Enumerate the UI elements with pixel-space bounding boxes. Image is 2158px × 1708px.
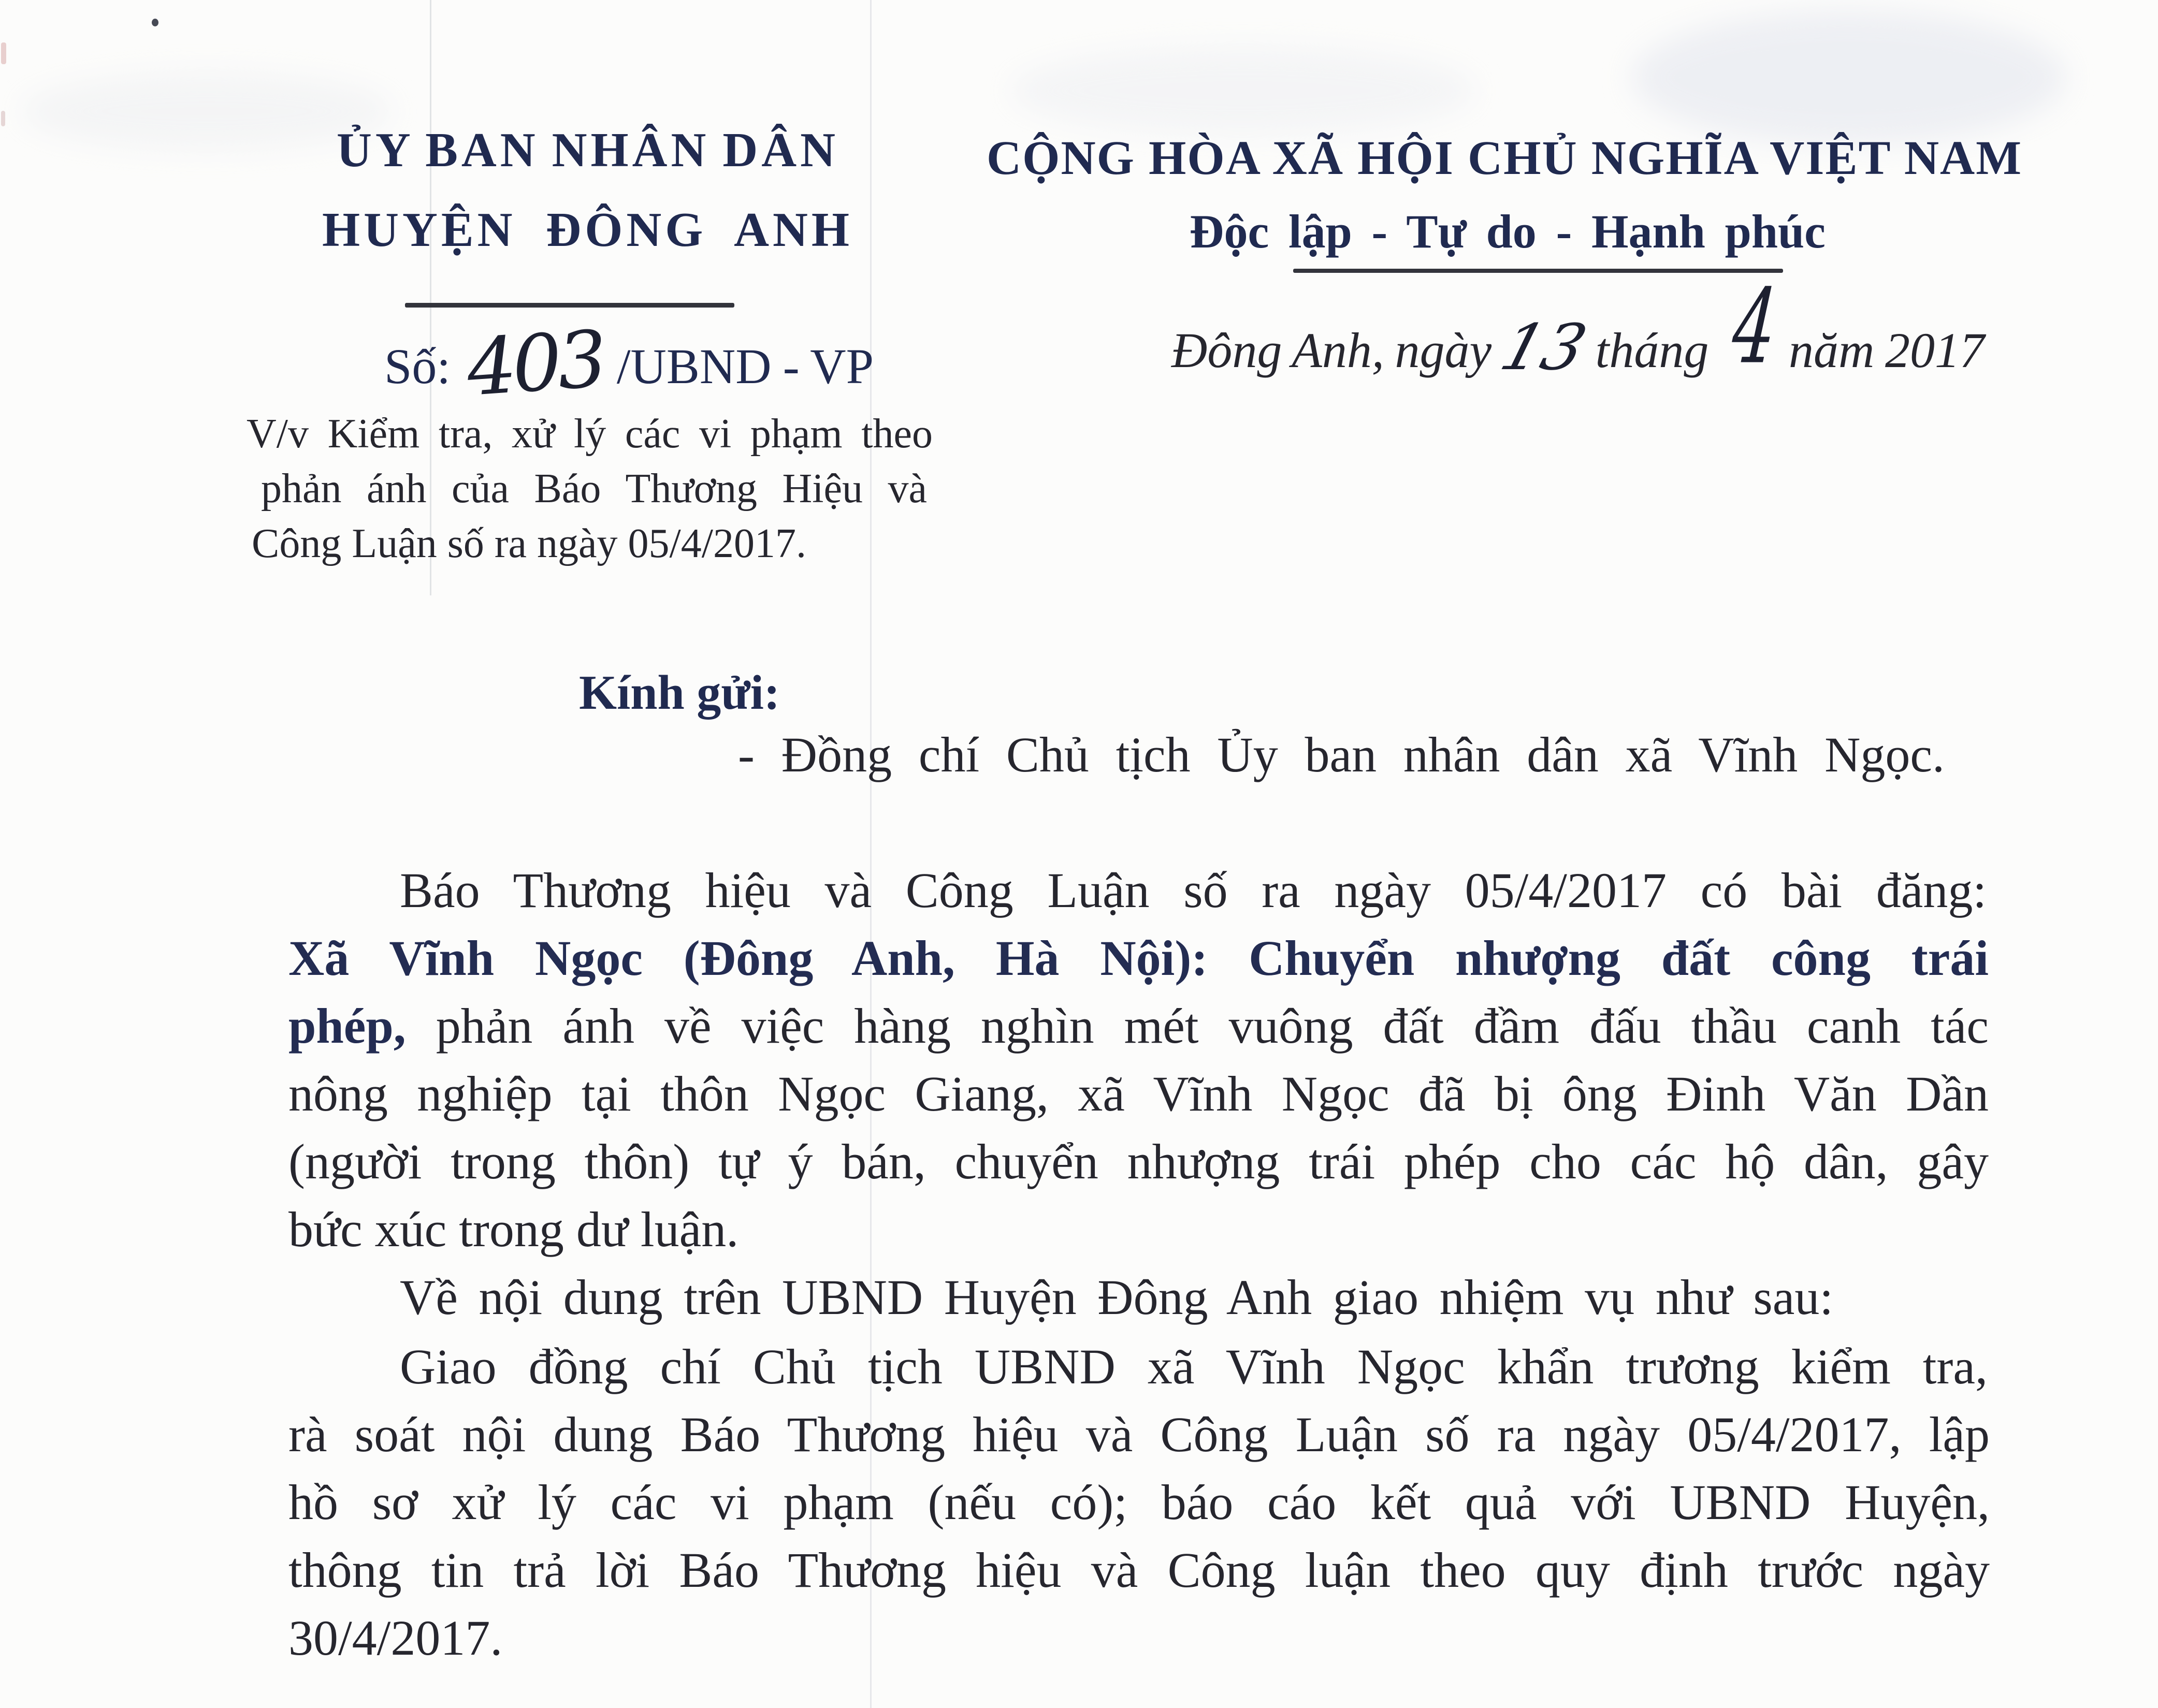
date-month-handwritten: 4	[1728, 267, 1781, 387]
date-day-handwritten: 13	[1493, 311, 1595, 384]
body-p3-line2: rà soát nội dung Báo Thương hiệu và Công Luận số ra ngày 05/4/2017, lập	[288, 1407, 1990, 1462]
edge-mark-artifact-2	[1, 111, 5, 126]
body-p3-line1: Giao đồng chí Chủ tịch UBND xã Vĩnh Ngọc khẩn trương kiểm tra,	[400, 1339, 1988, 1394]
document-number-suffix: /UBND - VP	[616, 339, 874, 394]
edge-mark-artifact-1	[1, 42, 6, 64]
body-p3-line4: thông tin trả lời Báo Thương hiệu và Công luận theo quy định trước ngày	[288, 1542, 1990, 1598]
body-p1-line6: bức xúc trong dư luận.	[288, 1202, 739, 1257]
body-p1-line4: nông nghiệp tại thôn Ngọc Giang, xã Vĩnh Ngọc đã bị ông Đinh Văn Dần	[288, 1066, 1989, 1121]
body-p3-line5: 30/4/2017.	[288, 1610, 503, 1666]
body-p3-line3: hồ sơ xử lý các vi phạm (nếu có); báo cáo kết quả với UBND Huyện,	[288, 1475, 1990, 1530]
place-date-line	[1171, 267, 1985, 387]
date-suffix: năm 2017	[1789, 323, 1985, 378]
body-p1-line5: (người trong thôn) tự ý bán, chuyển nhượng trái phép cho các hộ dân, gây	[288, 1134, 1989, 1189]
document-number-handwritten: 403	[464, 314, 606, 414]
body-p2-line1: Về nội dung trên UBND Huyện Đông Anh giao nhiệm vụ như sau:	[400, 1269, 1833, 1325]
subject-line-1: V/v Kiểm tra, xử lý các vi phạm theo	[247, 411, 933, 457]
scan-noise-top-center	[1010, 47, 1476, 135]
body-p1-line1: Báo Thương hiệu và Công Luận số ra ngày 05/4/2017 có bài đăng:	[400, 863, 1987, 918]
document-number	[384, 309, 874, 414]
scan-noise-top-right	[1631, 10, 2066, 145]
body-p1-line2: Xã Vĩnh Ngọc (Đông Anh, Hà Nội): Chuyển nhượng đất công trái	[288, 930, 1989, 986]
salutation-label: Kính gửi:	[579, 666, 780, 720]
document-number-label: Số:	[384, 339, 451, 394]
issuing-org-line1: ỦY BAN NHÂN DÂN	[337, 123, 839, 177]
date-prefix: Đông Anh, ngày	[1171, 323, 1492, 378]
motto-underline	[1293, 269, 1783, 273]
date-middle: tháng	[1595, 323, 1709, 378]
issuer-underline	[405, 303, 734, 308]
body-p1-line3-rest: phản ánh về việc hàng nghìn mét vuông đất đầm đấu thầu canh tác	[436, 998, 1989, 1054]
recipient-line: - Đồng chí Chủ tịch Ủy ban nhân dân xã Vĩnh Ngọc.	[738, 727, 1945, 782]
subject-line-2: phản ánh của Báo Thương Hiệu và	[261, 466, 927, 512]
national-motto-line1: CỘNG HÒA XÃ HỘI CHỦ NGHĨA VIỆT NAM	[987, 132, 2022, 185]
issuing-org-line2: HUYỆN ĐÔNG ANH	[322, 203, 853, 257]
subject-line-3: Công Luận số ra ngày 05/4/2017.	[252, 521, 806, 566]
body-p1-line3-bold: phép,	[288, 998, 406, 1054]
body-p1-line3	[288, 995, 1989, 1057]
national-motto-line2: Độc lập - Tự do - Hạnh phúc	[1190, 205, 1826, 258]
ink-dot-artifact	[152, 19, 158, 26]
